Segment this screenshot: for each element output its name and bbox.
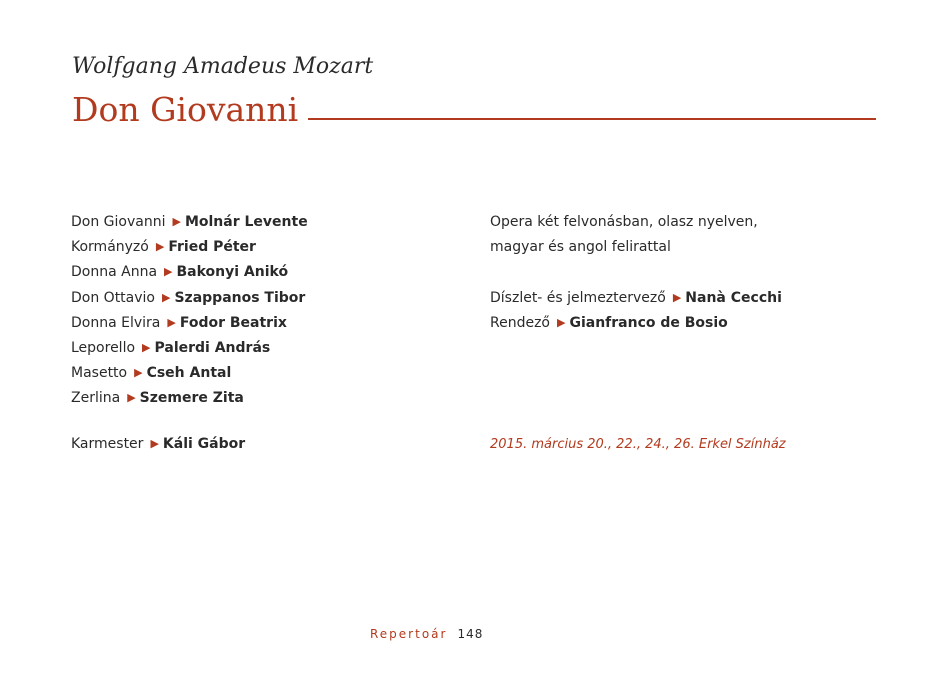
triangle-right-icon: ▶ xyxy=(150,437,159,450)
triangle-right-icon: ▶ xyxy=(164,265,173,279)
triangle-right-icon: ▶ xyxy=(557,315,566,329)
cast-artist: Molnár Levente xyxy=(184,214,308,230)
title-underline xyxy=(308,118,876,120)
cast-role: Donna Elvira xyxy=(71,314,161,331)
opera-title: Don Giovanni xyxy=(72,90,299,129)
production-info xyxy=(490,210,782,336)
page-number: 148 xyxy=(457,627,484,641)
cast-role: Zerlina xyxy=(71,390,121,407)
cast-role: Masetto xyxy=(71,365,128,382)
cast-list xyxy=(71,210,308,412)
cast-artist: Cseh Antal xyxy=(146,365,232,382)
cast-artist: Fodor Beatrix xyxy=(179,314,287,331)
description-line: Opera két felvonásban, olasz nyelven, xyxy=(490,214,758,230)
cast-role: Don Ottavio xyxy=(71,289,155,306)
triangle-right-icon: ▶ xyxy=(672,290,682,304)
triangle-right-icon: ▶ xyxy=(167,315,176,329)
cast-role: Donna Anna xyxy=(71,264,158,281)
triangle-right-icon: ▶ xyxy=(127,391,136,405)
cast-row xyxy=(71,286,308,311)
page-footer xyxy=(370,627,483,641)
cast-artist: Szappanos Tibor xyxy=(174,289,306,306)
director-name: Gianfranco de Bosio xyxy=(569,314,728,331)
triangle-right-icon: ▶ xyxy=(162,290,171,304)
director-role: Rendező xyxy=(490,314,550,331)
designer-name: Nanà Cecchi xyxy=(685,289,782,306)
cast-row xyxy=(71,311,308,336)
triangle-right-icon: ▶ xyxy=(172,215,181,228)
cast-role: Kormányzó xyxy=(71,239,149,256)
cast-row xyxy=(71,386,308,411)
cast-artist: Szemere Zita xyxy=(139,390,244,407)
cast-row xyxy=(71,260,308,285)
cast-row xyxy=(71,336,308,361)
cast-artist: Fried Péter xyxy=(168,239,256,256)
director-row xyxy=(490,311,782,336)
cast-artist: Bakonyi Anikó xyxy=(176,264,289,281)
conductor-role: Karmester xyxy=(71,436,144,452)
footer-section: Repertoár xyxy=(370,627,448,641)
designer-role: Díszlet- és jelmeztervező xyxy=(490,289,666,306)
title-row xyxy=(72,92,876,128)
spacer xyxy=(490,260,782,285)
performance-dates: 2015. március 20., 22., 24., 26. Erkel Színház xyxy=(490,437,786,452)
cast-role: Don Giovanni xyxy=(71,214,166,230)
triangle-right-icon: ▶ xyxy=(142,341,151,355)
cast-artist: Palerdi András xyxy=(154,340,271,357)
cast-row xyxy=(71,235,308,260)
triangle-right-icon: ▶ xyxy=(134,366,143,380)
conductor-name: Káli Gábor xyxy=(162,436,246,452)
designer-row xyxy=(490,286,782,311)
composer-name: Wolfgang Amadeus Mozart xyxy=(72,54,374,79)
triangle-right-icon: ▶ xyxy=(155,240,165,254)
description-line: magyar és angol felirattal xyxy=(490,239,671,256)
cast-row xyxy=(71,210,308,235)
conductor-row xyxy=(71,436,245,452)
cast-role: Leporello xyxy=(71,340,136,357)
cast-row xyxy=(71,361,308,386)
